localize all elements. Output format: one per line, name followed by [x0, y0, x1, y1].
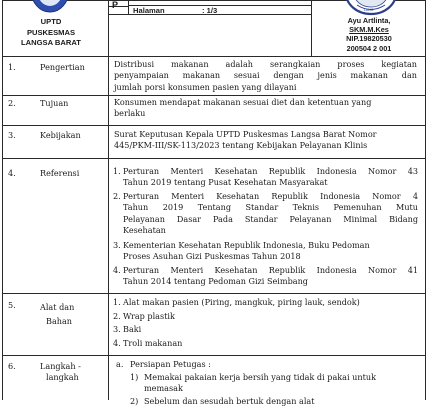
org-name [8, 17, 94, 49]
row-1-text [114, 59, 417, 93]
tool-item-number: 1. [113, 297, 121, 307]
row-1-number: 1. [8, 62, 16, 72]
row-6-label-line-1: Langkah - [40, 361, 81, 371]
row-2-line-1: Konsumen mendapat makanan sesuai diet dan ketentuan yang [114, 97, 372, 107]
row-3-number: 3. [8, 130, 16, 140]
tool-item-text: Alat makan pasien (Piring, mangkuk, piring lauk, sendok) [123, 297, 360, 307]
reference-item-line: Tahun 2019 tentang Pusat Kesehatan Masyarakat [123, 177, 328, 188]
signer-block [314, 16, 424, 53]
row-5-label-line-2: Bahan [46, 316, 73, 326]
row-3-label: Kebijakan [40, 130, 81, 140]
reference-item-line: Perturan Menteri Kesehatan Republik Indonesia Nomor 43 [123, 166, 418, 176]
org-name-line-3: LANGSA BARAT [21, 38, 81, 48]
row-2-text [114, 97, 417, 120]
reference-item-line: Pelayanan Dasar Pada Standar Pelayanan Minimal Bidang [123, 213, 418, 224]
row-1-line-1: Distribusi makanan adalah serangkaian proses kegiatan [114, 59, 417, 69]
reference-item-line: Kesehatan [123, 225, 166, 236]
row-6-number: 6. [8, 361, 16, 371]
puskesmas-logo [28, 0, 72, 14]
step-group-title: Persiapan Petugas : [130, 359, 211, 369]
row-3-line-2: 445/PKM-III/SK-113/2023 tentang Kebijakan Pelayanan Klinis [114, 140, 368, 151]
row-6-label-line-2: langkah [46, 372, 79, 382]
row-2-label: Tujuan [40, 98, 69, 108]
row-3-line-1: Surat Keputusan Kepala UPTD Puskesmas Langsa Barat Nomor [114, 129, 377, 139]
row-1-label: Pengertian [40, 62, 85, 72]
tool-item-text: Baki [123, 324, 142, 334]
reference-item-number: 1. [113, 166, 121, 176]
tool-item-text: Troli makanan [123, 338, 183, 348]
step-item-mark: 1) [130, 372, 139, 382]
row-5-label [40, 300, 74, 328]
org-name-line-1: UPTD [40, 17, 62, 26]
row-5-number: 5. [8, 300, 16, 310]
reference-item-number: 3. [113, 240, 121, 250]
step-item-line: Sebelum dan sesudah bertuk dengan alat [144, 396, 315, 406]
reference-item-line: Perturan Menteri Kesehatan Republik Indonesia Nomor 4 [123, 191, 418, 201]
langsa-logo [343, 0, 399, 16]
step-item-line: Memakai pakaian kerja bersih yang tidak di pakai untuk [144, 372, 376, 382]
signer-title: SKM.M.Kes [349, 25, 389, 35]
row-1-line-2: penyampaian makanan sesuai dengan jenis makanan dan [114, 70, 417, 81]
row-6-label [40, 361, 81, 383]
row-2-number: 2. [8, 98, 16, 108]
tool-item-number: 3. [113, 324, 121, 334]
signer-nip-2: 200504 2 001 [346, 43, 392, 53]
reference-item-line: Proses Asuhan Gizi Puskesmas Tahun 2018 [123, 251, 301, 262]
step-item-mark: 2) [130, 396, 139, 406]
code-letter: P [112, 0, 119, 10]
row-1-line-3: jumlah porsi konsumen pasien yang dilayani [114, 81, 297, 92]
step-item-line: memasak [144, 383, 183, 394]
row-5-label-line-1: Alat dan [40, 302, 75, 312]
reference-item-number: 4. [113, 265, 121, 275]
row-3-text [114, 129, 417, 152]
reference-item-line: Tahun 2014 tentang Pedoman Gizi Seimbang [123, 276, 308, 287]
tool-item-number: 4. [113, 338, 121, 348]
tool-item-number: 2. [113, 311, 121, 321]
tool-item-text: Wrap plastik [123, 311, 175, 321]
reference-item-line: Kementerian Kesehatan Republik Indonesia, Buku Pedoman [123, 240, 370, 250]
svg-text:LANG: LANG [364, 8, 374, 12]
step-group-mark: a. [116, 359, 124, 369]
signer-name: Ayu Artlinta, [347, 16, 391, 25]
row-4-number: 4. [8, 168, 16, 178]
signer-nip: NIP.19820530 [346, 34, 392, 44]
reference-item-line: Perturan Menteri Kesehatan Republik Indonesia Nomor 41 [123, 265, 418, 275]
row-4-label: Referensi [40, 168, 80, 178]
org-name-line-2: PUSKESMAS [26, 27, 76, 37]
reference-item-number: 2. [113, 191, 121, 201]
page-value: : 1/3 [202, 5, 218, 15]
reference-item-line: Tahun 2019 Tentang Standar Teknis Pemenuhan Mutu [123, 202, 418, 213]
row-2-line-2: berlaku [114, 108, 146, 119]
page-label: Halaman [133, 5, 165, 15]
